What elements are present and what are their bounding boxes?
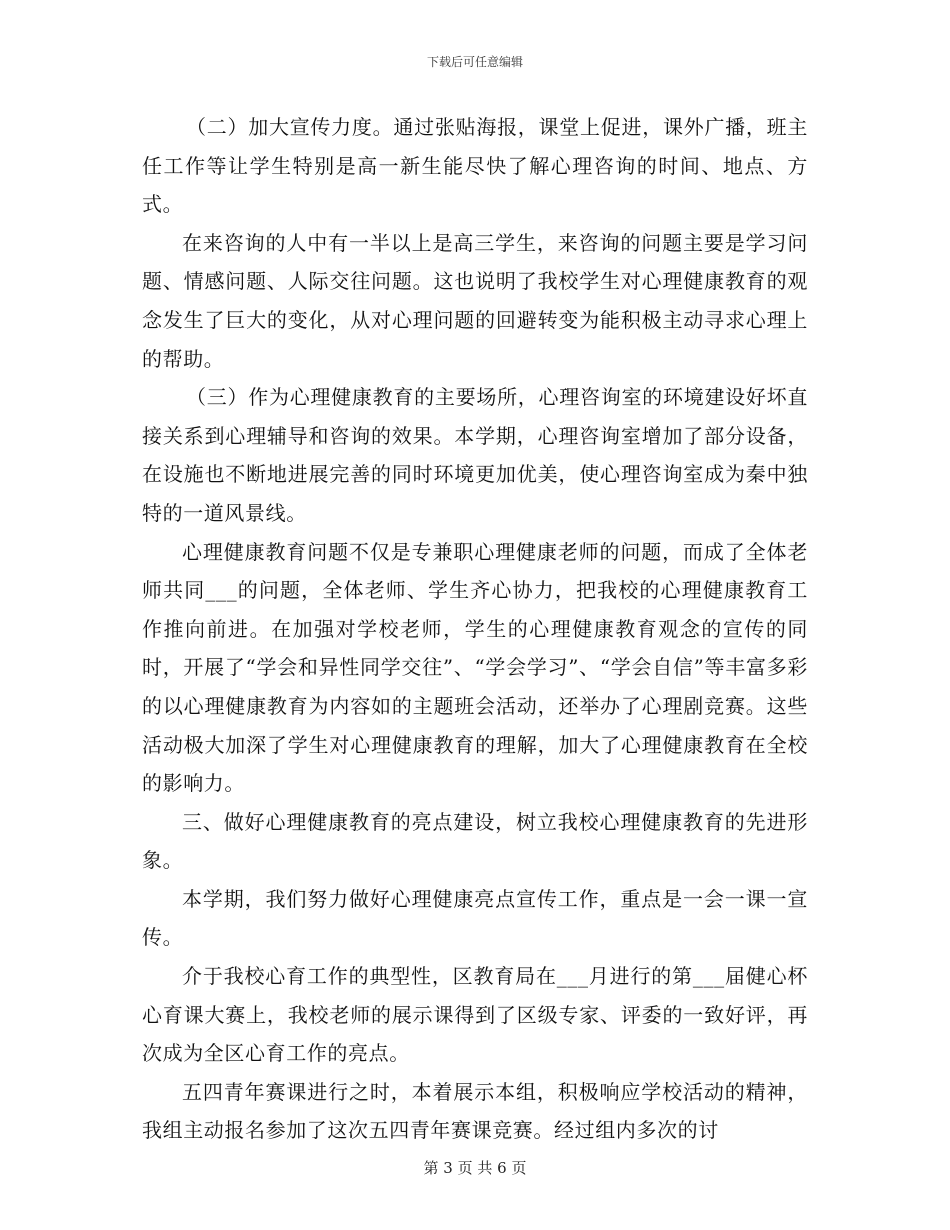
- page-header: 下载后可任意编辑: [426, 55, 523, 69]
- paragraph-highlight-publicity: 本学期，我们努力做好心理健康亮点宣传工作，重点是一会一课一宣传。: [142, 886, 808, 950]
- paragraph-all-teachers: 心理健康教育问题不仅是专兼职心理健康老师的问题，而成了全体老师共同___的问题，全体老师、学生齐心协力，把我校的心理健康教育工作推向前进。在加强对学校老师，学生的心理健康教育观念的宣传的同时，开展了“学会和异性同学交往”、“学会学习”、“学会自信”等丰富多彩的以心理健康教育为内容如的主题班会活动，还举办了心理剧竞赛。这些活动极大加深了学生对心理健康教育的理解，加大了心理健康教育在全校的影响力。: [142, 539, 808, 796]
- document-body: [142, 108, 808, 1150]
- paragraph-youth-contest: 五四青年赛课进行之时，本着展示本组，积极响应学校活动的精神，我组主动报名参加了这次五四青年赛课竞赛。经过组内多次的讨: [142, 1079, 808, 1143]
- paragraph-section-three-heading: 三、做好心理健康教育的亮点建设，树立我校心理健康教育的先进形象。: [142, 809, 808, 873]
- paragraph-counseling-room: （三）作为心理健康教育的主要场所，心理咨询室的环境建设好坏直接关系到心理辅导和咨询的效果。本学期，心理咨询室增加了部分设备，在设施也不断地进展完善的同时环境更加优美，使心理咨询室成为秦中独特的一道风景线。: [142, 385, 808, 525]
- paragraph-consultation-stats: 在来咨询的人中有一半以上是高三学生，来咨询的问题主要是学习问题、情感问题、人际交往问题。这也说明了我校学生对心理健康教育的观念发生了巨大的变化，从对心理问题的回避转变为能积极主动寻求心理上的帮助。: [142, 230, 808, 371]
- page-number-footer: 第 3 页 共 6 页: [423, 1159, 527, 1177]
- paragraph-contest: 介于我校心育工作的典型性，区教育局在___月进行的第___届健心杯心育课大赛上，我校老师的展示课得到了区级专家、评委的一致好评，再次成为全区心育工作的亮点。: [142, 964, 808, 1066]
- paragraph-publicity: （二）加大宣传力度。通过张贴海报，课堂上促进，课外广播，班主任工作等让学生特别是高一新生能尽快了解心理咨询的时间、地点、方式。: [142, 115, 808, 217]
